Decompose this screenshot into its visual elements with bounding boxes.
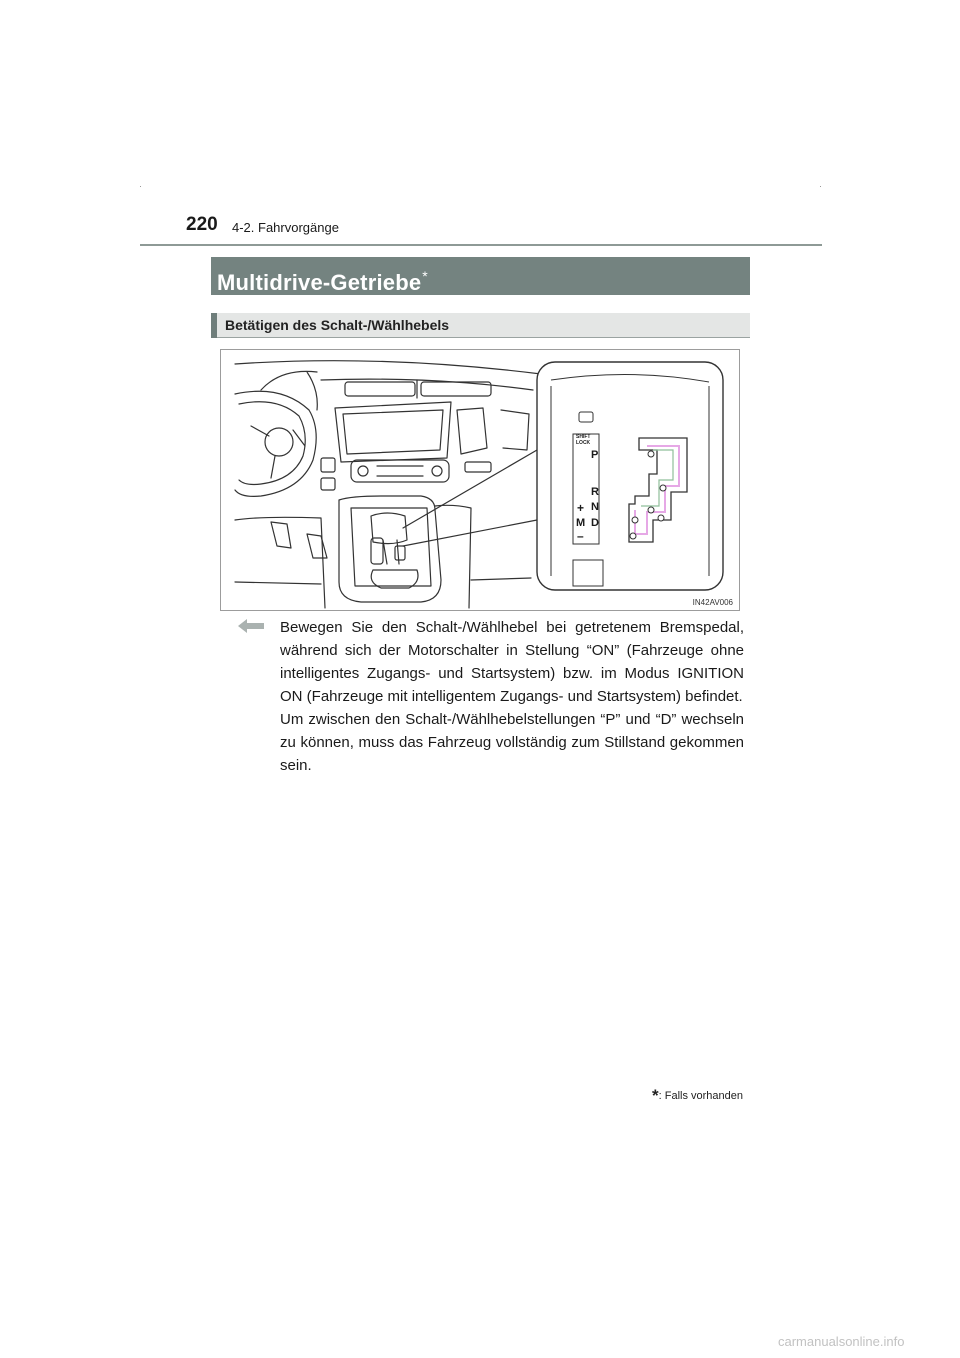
body-text <box>280 616 744 777</box>
page-number: 220 <box>186 214 218 235</box>
arrow-left-icon <box>238 618 264 634</box>
shift-lock-label-2: LOCK <box>576 440 591 446</box>
watermark: carmanualsonline.info <box>778 1334 905 1349</box>
gate-r: R <box>591 486 599 498</box>
body-paragraph-1: Bewegen Sie den Schalt-/Wählhebel bei getretenem Bremspedal, während sich der Motorschalter in Stellung “ON” (Fahrzeuge ohne intelligentes Zugangs- und Startsystem) bzw. im Modus IGNITION ON (Fahrzeuge mit intelligentem Zugangs- und Startsystem) befindet. <box>280 619 744 705</box>
gate-minus: – <box>577 529 584 543</box>
dashboard-drawing <box>221 350 739 610</box>
body-paragraph-2: Um zwischen den Schalt-/Wählhebelstellungen “P” und “D” wechseln zu können, muss das Fahrzeug vollständig zum Stillstand gekommen sein. <box>280 711 744 774</box>
subsection-accent <box>211 313 217 338</box>
figure-code: IN42AV006 <box>692 598 733 607</box>
gate-d: D <box>591 517 599 529</box>
gate-p: P <box>591 449 599 461</box>
subsection-bar <box>211 313 750 338</box>
page-header <box>186 214 822 248</box>
section-title-bar <box>211 257 750 295</box>
chapter-title: 4-2. Fahrvorgänge <box>232 220 339 235</box>
shift-lever-illustration <box>220 349 740 611</box>
footnote-mark: * <box>652 1086 659 1105</box>
gate-m: M <box>576 517 586 529</box>
crop-mark-right <box>820 186 821 187</box>
gate-n: N <box>591 501 599 513</box>
footnote-text: : Falls vorhanden <box>658 1090 744 1102</box>
subsection-title: Betätigen des Schalt-/Wählhebels <box>225 317 450 333</box>
crop-mark-left <box>140 186 141 187</box>
optional-mark: * <box>422 268 428 284</box>
footnote <box>652 1086 743 1106</box>
gate-plus: + <box>577 501 585 515</box>
shift-lock-label-1: SHIFT <box>576 434 591 440</box>
shift-gate-closeup <box>537 362 723 590</box>
section-title: Multidrive-Getriebe <box>217 270 422 295</box>
header-rule <box>140 244 822 246</box>
